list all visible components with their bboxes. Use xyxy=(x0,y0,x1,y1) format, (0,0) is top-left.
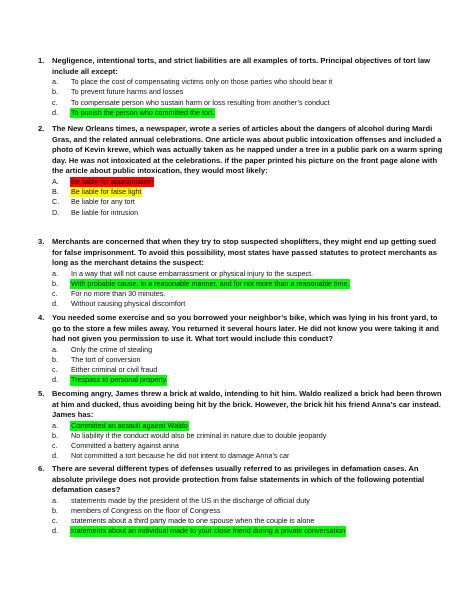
question-5 xyxy=(38,389,446,462)
answer-option xyxy=(52,208,446,218)
answer-option xyxy=(52,365,446,375)
answer-option xyxy=(52,77,446,87)
option-text: No liability if the conduct would also be criminal in nature due to double jeopardy xyxy=(71,430,327,440)
question-text: Merchants are concerned that when they try to stop suspected shoplifters, they might end up getting sued for false imprisonment. To avoid this possibility, most states have passed statutes to protect merchants as long as the merchant detains the suspect: xyxy=(52,237,437,268)
option-label: d. xyxy=(52,375,58,385)
answer-option xyxy=(52,506,446,516)
option-label: d. xyxy=(52,107,58,117)
answer-option-highlighted xyxy=(52,526,446,536)
option-text-highlighted: Trespass to personal property xyxy=(71,375,167,385)
option-text: Be liable for intrusion xyxy=(71,207,139,217)
option-label: b. xyxy=(52,87,58,97)
answer-option xyxy=(52,289,446,299)
option-label: d. xyxy=(52,451,58,461)
option-text: Not committed a tort because he did not intent to damage Anna’s car xyxy=(71,451,290,461)
option-label: a. xyxy=(52,344,58,354)
question-text: The New Orleans times, a newspaper, wrote a series of articles about the dangers of alcohol during Mardi Gras, and the related annual celebrations. One article was about public intoxication offenses and included a photo of Kevin krewe, which was actually taken as he napped under a tree in a public park on a warm spring day. He was not intoxicated at the celebrations. if the paper printed his picture on the front page alone with the article about public intoxication, they would most likely: xyxy=(52,124,443,176)
option-text: The tort of conversion xyxy=(71,354,141,364)
option-label: c. xyxy=(52,97,58,107)
answer-option xyxy=(52,87,446,97)
question-text: You needed some exercise and so you borrowed your neighbor’s bike, which was lying in his front yard, to go to the store a few miles away. You returned it several hours later. He did not know you were taking it and had not given you permission to use it. What tort would include this conduct? xyxy=(52,313,439,344)
option-label: b. xyxy=(52,278,58,288)
option-text: Either criminal or civil fraud xyxy=(71,365,158,375)
option-label: C. xyxy=(52,197,60,207)
option-text-highlighted: Be liable for appropriation xyxy=(71,176,153,186)
option-label: c. xyxy=(52,289,58,299)
option-text: Only the crime of stealing xyxy=(71,344,153,354)
option-label: c. xyxy=(52,516,58,526)
option-label: a. xyxy=(52,495,58,505)
answer-option xyxy=(52,431,446,441)
option-text: To place the cost of compensating victims only on those parties who should bear it xyxy=(71,77,333,87)
option-label: c. xyxy=(52,441,58,451)
option-label: A. xyxy=(52,176,59,186)
option-text: statements about a third party made to one spouse when the couple is alone xyxy=(71,516,315,526)
option-text: In a way that will not cause embarrassment or physical injury to the suspect. xyxy=(71,268,314,278)
option-text: Be liable for any tort xyxy=(71,197,135,207)
answer-option-highlighted xyxy=(52,187,446,197)
answer-option-highlighted xyxy=(52,177,446,187)
question-4 xyxy=(38,313,446,386)
option-label: D. xyxy=(52,207,60,217)
option-label: b. xyxy=(52,430,58,440)
answer-option xyxy=(52,98,446,108)
option-text: members of Congress on the floor of Congress xyxy=(71,505,221,515)
answer-option-highlighted xyxy=(52,421,446,431)
answer-option-highlighted xyxy=(52,108,446,118)
question-number: 4. xyxy=(38,313,45,322)
question-6 xyxy=(38,464,446,537)
option-label: a. xyxy=(52,77,58,87)
option-text-highlighted: With probable cause, in a reasonable manner, and for not more than a reasonable time. xyxy=(71,278,350,288)
question-number: 1. xyxy=(38,56,45,65)
question-2 xyxy=(38,124,446,218)
answer-option xyxy=(52,197,446,207)
option-text: To compensate person who sustain harm or loss resulting from another’s conduct xyxy=(71,97,330,107)
option-label: B. xyxy=(52,187,59,197)
answer-option xyxy=(52,269,446,279)
question-3 xyxy=(38,237,446,310)
question-text: Negligence, intentional torts, and strict liabilities are all examples of torts. Principal objectives of tort law include all except: xyxy=(52,56,431,76)
answer-option xyxy=(52,345,446,355)
question-number: 2. xyxy=(38,124,45,133)
option-text-highlighted: To punish the person who committed the tort. xyxy=(71,107,215,117)
answer-option xyxy=(52,496,446,506)
option-text-highlighted: Be liable for false light xyxy=(71,187,142,197)
question-number: 5. xyxy=(38,389,45,398)
question-text: Becoming angry, James threw a brick at waldo, intending to hit him. Waldo realized a brick had been thrown at him and ducked, thus avoiding being hit by the brick. However, the brick hit his friend Anna’s car instead. James has: xyxy=(52,389,442,420)
option-text: statements made by the president of the US in the discharge of official duty xyxy=(71,495,310,505)
answer-options xyxy=(52,496,446,537)
answer-option xyxy=(52,299,446,309)
question-text: There are several different types of defenses usually referred to as privileges in defamation cases. An absolute privilege does not provide protection from false statements in which of the following potential defamation cases? xyxy=(52,464,425,495)
option-label: d. xyxy=(52,299,58,309)
answer-options xyxy=(52,345,446,386)
answer-options xyxy=(52,269,446,310)
answer-option-highlighted xyxy=(52,375,446,385)
question-number: 3. xyxy=(38,237,45,246)
answer-options xyxy=(52,177,446,218)
option-label: a. xyxy=(52,420,58,430)
answer-option xyxy=(52,516,446,526)
option-label: a. xyxy=(52,268,58,278)
option-text: Without causing physical discomfort xyxy=(71,299,186,309)
answer-option-highlighted xyxy=(52,279,446,289)
option-text: Committed a battery against anna xyxy=(71,441,179,451)
option-label: b. xyxy=(52,505,58,515)
option-text: To prevent future harms and losses xyxy=(71,87,184,97)
option-label: b. xyxy=(52,354,58,364)
answer-option xyxy=(52,441,446,451)
answer-option xyxy=(52,355,446,365)
option-label: c. xyxy=(52,365,58,375)
option-label: d. xyxy=(52,526,58,536)
option-text-highlighted: statements about an individual made to your close friend during a private conversation xyxy=(71,526,346,536)
question-number: 6. xyxy=(38,464,45,473)
answer-options xyxy=(52,77,446,118)
answer-option xyxy=(52,451,446,461)
option-text-highlighted: Committed an assault against Waldo xyxy=(71,420,188,430)
question-1 xyxy=(38,56,446,118)
option-text: For no more than 30 minutes. xyxy=(71,289,166,299)
answer-options xyxy=(52,421,446,462)
